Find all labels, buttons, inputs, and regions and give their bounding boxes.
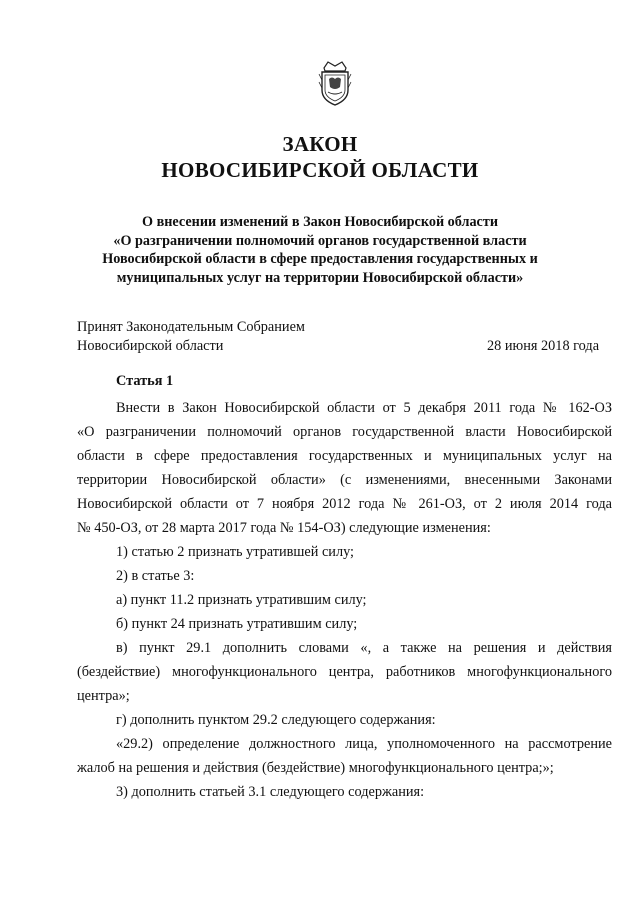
paragraph-line: жалоб на решения и действия (бездействие) многофункционального центра;»;: [77, 760, 554, 776]
law-subject: [60, 213, 580, 287]
article-heading: Статья 1: [116, 373, 174, 389]
subject-line: Новосибирской области в сфере предоставления государственных и: [102, 251, 538, 267]
adoption-region-line: Новосибирской области: [77, 338, 224, 354]
subject-line: О внесении изменений в Закон Новосибирской области: [142, 214, 498, 230]
paragraph-line: Новосибирской области от 7 ноября 2012 года № 261-ОЗ, от 2 июля 2014 года: [77, 496, 612, 512]
coat-of-arms-icon: [318, 60, 352, 106]
law-region-title: НОВОСИБИРСКОЙ ОБЛАСТИ: [161, 158, 479, 182]
adoption-info: [77, 318, 305, 356]
paragraph-line: территории Новосибирской области» (с изменениями, внесенными Законами: [77, 472, 612, 488]
paragraph-line: центра»;: [77, 688, 130, 704]
paragraph-line: «О разграничении полномочий органов государственной власти Новосибирской: [77, 424, 612, 440]
law-title: ЗАКОН: [282, 132, 358, 156]
adoption-body-line: Принят Законодательным Собранием: [77, 319, 305, 335]
paragraph-line: № 450-ОЗ, от 28 марта 2017 года № 154-ОЗ) следующие изменения:: [77, 520, 491, 536]
article-body: [77, 396, 612, 804]
quoted-item: «29.2) определение должностного лица, уполномоченного на рассмотрение: [116, 736, 612, 752]
list-item: 2) в статье 3:: [116, 568, 195, 584]
paragraph-line: (бездействие) многофункционального центра, работников многофункционального: [77, 664, 612, 680]
list-item: в) пункт 29.1 дополнить словами «, а также на решения и действия: [116, 640, 612, 656]
paragraph-line: области в сфере предоставления государственных и муниципальных услуг на: [77, 448, 612, 464]
paragraph-line: Внести в Закон Новосибирской области от 5 декабря 2011 года № 162-ОЗ: [116, 400, 612, 416]
list-item: 1) статью 2 признать утратившей силу;: [116, 544, 355, 560]
list-item: 3) дополнить статьей 3.1 следующего содержания:: [116, 784, 425, 800]
subject-line: муниципальных услуг на территории Новосибирской области»: [116, 269, 524, 286]
list-item: г) дополнить пунктом 29.2 следующего содержания:: [116, 712, 436, 728]
adoption-date: 28 июня 2018 года: [487, 338, 600, 354]
subject-line: «О разграничении полномочий органов государственной власти: [113, 232, 527, 249]
list-item: а) пункт 11.2 признать утратившим силу;: [116, 592, 367, 608]
list-item: б) пункт 24 признать утратившим силу;: [116, 616, 358, 632]
